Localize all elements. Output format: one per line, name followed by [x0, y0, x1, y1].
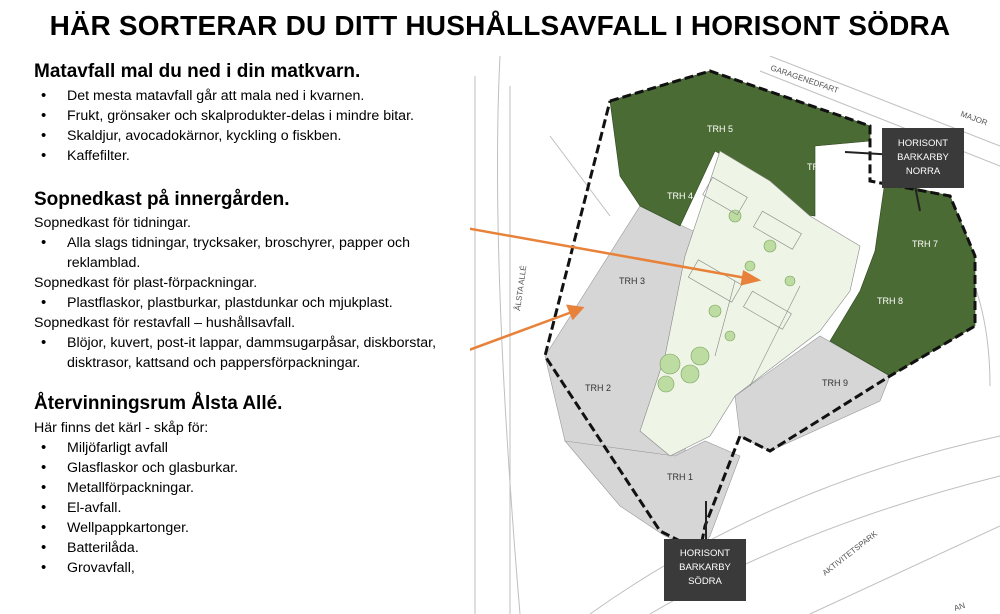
list-item: • Frukt, grönsaker och skalprodukter-delas i mindre bitar. — [34, 106, 414, 126]
atervinning-body — [34, 418, 464, 578]
list-item: • Wellpappkartonger. — [34, 518, 464, 538]
atervinning-list — [34, 438, 464, 578]
street-aktivitetspark: AKTIVITETSPARK — [820, 529, 880, 578]
sopnedkast-group-label: Sopnedkast för plast-förpackningar. — [34, 275, 258, 291]
building-trh1 — [565, 441, 740, 551]
matavfall-list — [34, 86, 414, 166]
list-item: • Batterilåda. — [34, 538, 464, 558]
atervinning-heading: Återvinningsrum Ålsta Allé. — [34, 393, 283, 414]
list-item: • Det mesta matavfall går att mala ned i kvarnen. — [34, 86, 414, 106]
list-item: • El-avfall. — [34, 498, 464, 518]
label-trh9: TRH 9 — [821, 378, 849, 388]
atervinning-intro: Här finns det kärl - skåp för: — [34, 420, 209, 436]
list-item: • Miljöfarligt avfall — [34, 438, 464, 458]
matavfall-heading: Matavfall mal du ned i din matkvarn. — [34, 61, 361, 82]
street-alsta-alle: ÅLSTA ALLÉ — [513, 264, 529, 312]
list-item: • Plastflaskor, plastburkar, plastdunkar och mjukplast. — [34, 293, 464, 313]
street-garagenedfart: GARAGENEDFART — [769, 63, 840, 96]
label-trh2: TRH 2 — [584, 383, 612, 393]
sodra-line-3: SÖDRA — [688, 576, 722, 587]
sopnedkast-body — [34, 213, 464, 373]
label-trh1: TRH 1 — [666, 472, 694, 482]
label-trh8: TRH 8 — [876, 296, 904, 306]
sopnedkast-group-label: Sopnedkast för tidningar. — [34, 215, 191, 231]
list-item: • Grovavfall, — [34, 558, 464, 578]
sodra-line-2: BARKARBY — [679, 562, 731, 573]
label-trh6: TRH 6 — [806, 162, 834, 172]
sodra-line-1: HORISONT — [679, 548, 731, 559]
label-trh5: TRH 5 — [706, 124, 734, 134]
label-trh3: TRH 3 — [618, 276, 646, 286]
list-item: • Metallförpackningar. — [34, 478, 464, 498]
sopnedkast-list — [34, 233, 464, 273]
page-title: HÄR SORTERAR DU DITT HUSHÅLLSAVFALL I HORISONT SÖDRA — [49, 10, 951, 41]
sopnedkast-group-label: Sopnedkast för restavfall – hushållsavfall. — [34, 315, 296, 331]
list-item: • Alla slags tidningar, trycksaker, broschyrer, papper och reklamblad. — [34, 233, 464, 273]
norra-line-2: BARKARBY — [897, 152, 949, 163]
list-item: • Blöjor, kuvert, post-it lappar, dammsugarpåsar, diskborstar, disktrasor, kattsand och pappersförpackningar. — [34, 333, 464, 373]
list-item: • Glasflaskor och glasburkar. — [34, 458, 464, 478]
street-major: MAJOR — [959, 109, 989, 128]
list-item: • Skaldjur, avocadokärnor, kyckling o fiskben. — [34, 126, 414, 146]
label-trh7: TRH 7 — [911, 239, 939, 249]
label-trh4: TRH 4 — [666, 191, 694, 201]
norra-line-3: NORRA — [905, 166, 941, 177]
sopnedkast-list — [34, 333, 464, 373]
street-an: AN — [952, 600, 967, 613]
sopnedkast-heading: Sopnedkast på innergården. — [34, 189, 290, 210]
sopnedkast-list — [34, 293, 464, 313]
norra-line-1: HORISONT — [897, 138, 949, 149]
site-plan-map — [470, 56, 1000, 614]
list-item: • Kaffefilter. — [34, 146, 414, 166]
